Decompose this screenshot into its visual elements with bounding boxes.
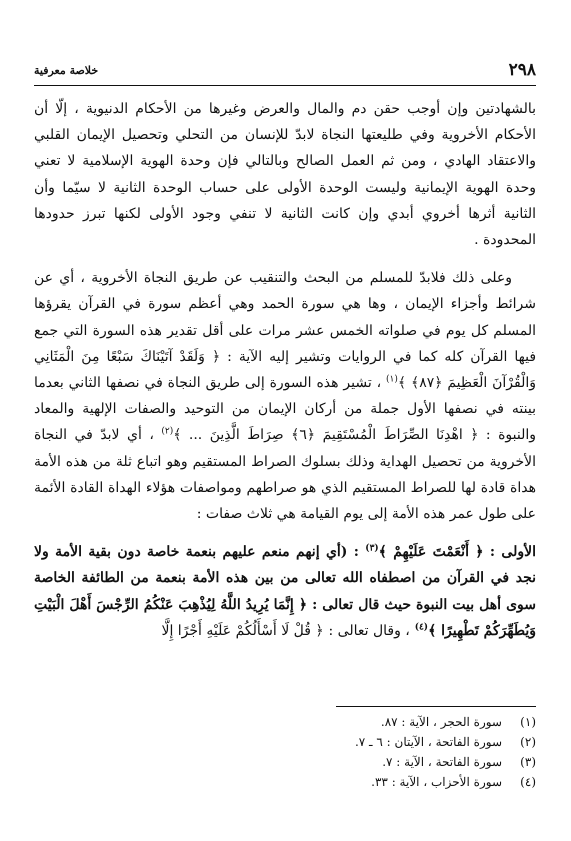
paragraph-3-lead: الأولى : bbox=[489, 544, 536, 561]
footnote-number: (٢) bbox=[520, 735, 536, 749]
footnote-number: (١) bbox=[520, 715, 536, 729]
footnote-text: سورة الأحزاب ، الآية : ٣٣. bbox=[371, 775, 502, 789]
quran-verse: ﴿ قُلْ لَا أَسْأَلُكُمْ عَلَيْهِ أَجْرًا إِلَّا bbox=[161, 622, 324, 639]
paragraph-2 bbox=[34, 265, 536, 527]
footnote bbox=[236, 772, 536, 792]
paragraph-3-part-1: : (أي إنهم منعم عليهم بنعمة خاصة دون بقية الأمة ولا نجد في القرآن من اصطفاه الله تعالى من بين هذه الأمة بنعمة من الطائفة الخاصة سوى أهل بيت النبوة حيث قال تعالى : bbox=[34, 544, 536, 613]
quran-verse: ﴿ وَلَقَدْ آتَيْنَاكَ سَبْعًا مِنَ الْمَثَانِي وَالْقُرْآنَ الْعَظِيمَ ﴿٨٧﴾ ﴾ bbox=[34, 348, 537, 392]
footnote-number: (٤) bbox=[520, 775, 536, 789]
paragraph-2-part-2: ، تشير هذه السورة إلى طريق النجاة في نصفها الثاني بعدما بينته في نصفها الأول جملة من أركان الإيمان من التوحيد والصفات الإلهية والمعاد والنبوة : bbox=[34, 375, 537, 444]
footnote-text: سورة الفاتحة ، الآية : ٧. bbox=[382, 755, 502, 769]
paragraph-3-part-2: ، وقال تعالى : bbox=[328, 622, 410, 639]
paragraph-1-text: بالشهادتين وإن أوجب حقن دم والمال والعرض وغيرها من الأحكام الدنيوية ، إلّا أن الأحكام الأخروية وفي طليعتها النجاة لابدّ للإنسان من التحلي وتحصيل الإيمان القلبي والاعتقاد الهادي ، ومن ثم العمل الصالح وبالتالي فإن وحدة الهوية الإسلامية لا تعني وحدة الهوية الإيمانية وليست الوحدة الأولى على حساب الوحدة الثانية لا سيّما وأن الثانية أثرها أخروي أبدي وإن كانت الثانية لا تنفي وجود الأولى لكنها تبرز حدودها المحدودة . bbox=[34, 101, 536, 249]
footnote bbox=[236, 732, 536, 752]
footnotes bbox=[236, 712, 536, 792]
header-rule bbox=[34, 85, 536, 86]
footnote-ref: (٢) bbox=[161, 426, 174, 437]
footnote-number: (٣) bbox=[520, 755, 536, 769]
quran-verse: ﴿ إِنَّمَا يُرِيدُ اللَّهُ لِيُذْهِبَ عَنْكُمُ الرِّجْسَ أَهْلَ الْبَيْتِ وَيُطَهِّرَكُمْ تَطْهِيرًا ﴾ bbox=[34, 596, 536, 639]
footnote-ref: (٣) bbox=[365, 543, 379, 554]
footnote-text: سورة الحجر ، الآية : ٨٧. bbox=[380, 715, 502, 729]
paragraph-2-part-1: وعلى ذلك فلابدّ للمسلم من البحث والتنقيب عن طريق النجاة الأخروية ، أي عن شرائط وأجزاء الإيمان ، وها هي سورة الحمد وهي أعظم سورة في القرآن يقرؤها المسلم كل يوم في صلواته الخمس عشر مرات على أقل تقدير هذه السورة التي جمع فيها القرآن كله كما في الروايات وتشير إليه الآية : bbox=[34, 270, 537, 365]
paragraph-2-part-3: ، أي لابدّ في النجاة الأخروية من تحصيل الهداية وذلك بسلوك الصراط المستقيم وهو اتباع ثلة من هذه الأمة هداة قادة لها للصراط المستقيم الذي هو صراطهم ومواصفات هؤلاء الهداة القادة الأئمة على طول عمر هذه الأمة إلى يوم القيامة هي ثلاث صفات : bbox=[34, 427, 536, 523]
footnote-rule bbox=[336, 706, 536, 707]
footnote-text: سورة الفاتحة ، الآيتان : ٦ ـ ٧. bbox=[354, 735, 502, 749]
footnote bbox=[236, 752, 536, 772]
paragraph-1 bbox=[34, 96, 536, 253]
page-header bbox=[34, 58, 536, 84]
paragraph-3 bbox=[34, 539, 536, 644]
footnote-ref: (٤) bbox=[414, 622, 429, 633]
footnote bbox=[236, 712, 536, 732]
quran-verse: ﴿ أَنْعَمْتَ عَلَيْهِمْ ﴾ bbox=[378, 544, 484, 561]
quran-verse: ﴿ اهْدِنَا الصِّرَاطَ الْمُسْتَقِيمَ ﴿٦﴾ صِرَاطَ الَّذِينَ ... ﴾ bbox=[173, 427, 479, 444]
body-text bbox=[34, 96, 536, 644]
running-title: خلاصة معرفية bbox=[34, 64, 99, 77]
page-number: ٢٩٨ bbox=[508, 60, 536, 80]
footnote-ref: (١) bbox=[386, 374, 398, 385]
